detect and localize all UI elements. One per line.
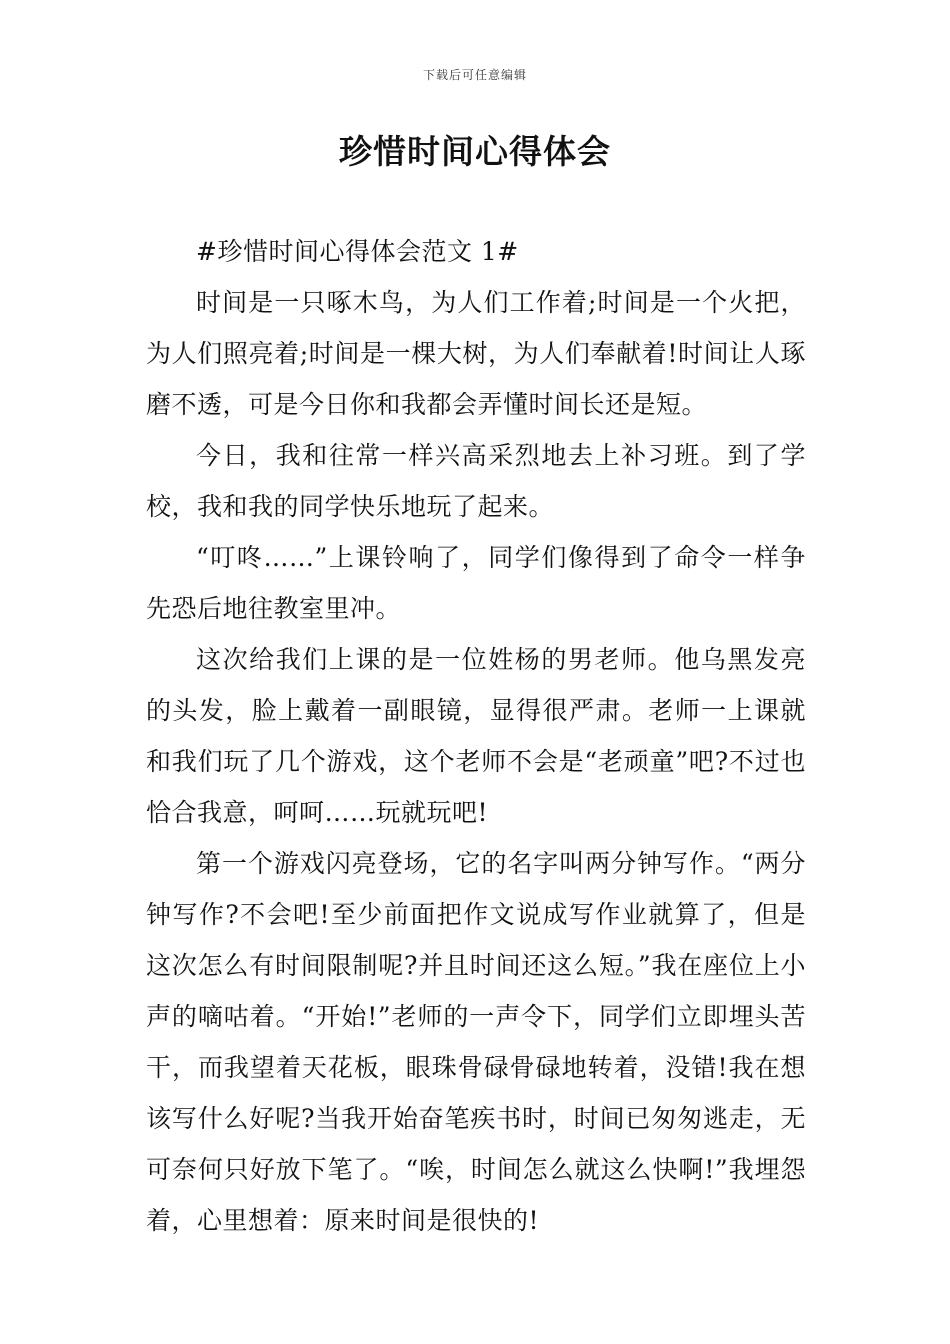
paragraph: 第一个游戏闪亮登场，它的名字叫两分钟写作。“两分钟写作?不会吧!至少前面把作文说成写作业就算了，但是这次怎么有时间限制呢?并且时间还这么短。”我在座位上小声的嘀咕着。“开始!”老师的一声令下，同学们立即埋头苦干，而我望着天花板，眼珠骨碌骨碌地转着，没错!我在想该写什么好呢?当我开始奋笔疾书时，时间已匆匆逃走，无可奈何只好放下笔了。“唉，时间怎么就这么快啊!”我埋怨着，心里想着：原来时间是很快的! [146,849,806,1235]
document-title: 珍惜时间心得体会 [339,132,611,171]
paragraph: 今日，我和往常一样兴高采烈地去上补习班。到了学校，我和我的同学快乐地玩了起来。 [146,441,806,521]
paragraph: “叮咚……”上课铃响了，同学们像得到了命令一样争先恐后地往教室里冲。 [146,543,806,623]
section-heading: #珍惜时间心得体会范文 1# [196,237,519,266]
header-note: 下载后可任意编辑 [422,68,527,82]
document-body [146,226,806,1246]
paragraph: 这次给我们上课的是一位姓杨的男老师。他乌黑发亮的头发，脸上戴着一副眼镜，显得很严肃。老师一上课就和我们玩了几个游戏，这个老师不会是“老顽童”吧?不过也恰合我意，呵呵……玩就玩吧! [146,645,806,827]
paragraph: 时间是一只啄木鸟，为人们工作着;时间是一个火把，为人们照亮着;时间是一棵大树，为人们奉献着!时间让人琢磨不透，可是今日你和我都会弄懂时间长还是短。 [146,288,806,419]
